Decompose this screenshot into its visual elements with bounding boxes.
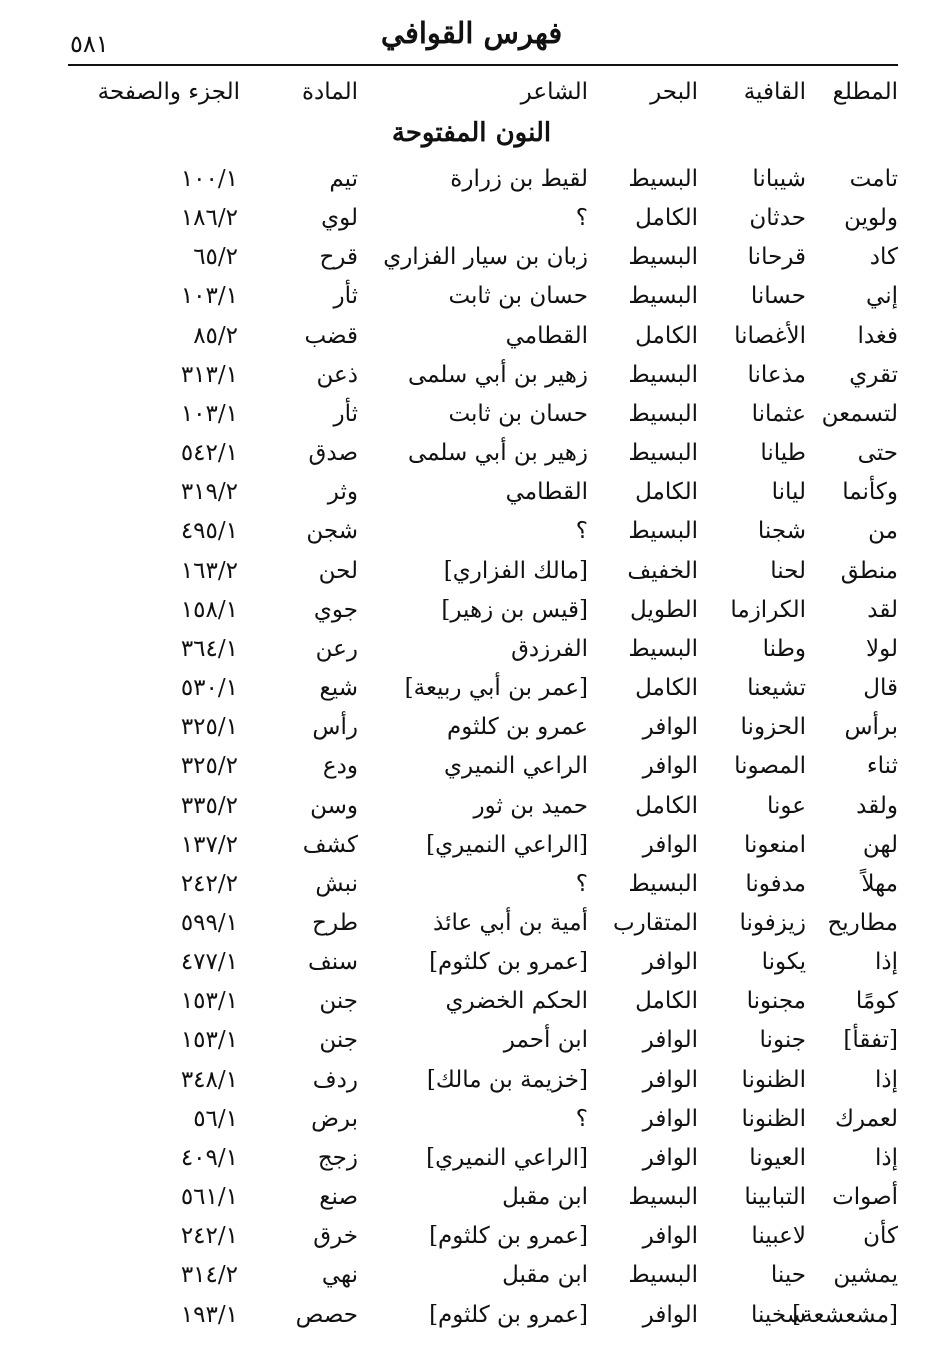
table-row xyxy=(68,356,898,395)
table-row xyxy=(68,434,898,473)
cell-madda: ثأر xyxy=(333,283,358,310)
column-header-madda: المادة xyxy=(302,79,358,105)
cell-bahr: المتقارب xyxy=(612,909,698,936)
cell-qafiya: ليانا xyxy=(771,479,806,506)
cell-matla: أصوات xyxy=(832,1184,898,1211)
cell-shaer: [مالك الفزاري] xyxy=(443,557,588,584)
table-row xyxy=(68,1217,898,1256)
cell-madda: رأس xyxy=(312,714,358,741)
table-row xyxy=(68,160,898,199)
table-row xyxy=(68,865,898,904)
table-row xyxy=(68,512,898,551)
table-row xyxy=(68,238,898,277)
cell-juz-page: ٣٤٨/١ xyxy=(180,1066,238,1093)
cell-qafiya: مدفونا xyxy=(745,870,806,897)
column-header-matla: المطلع xyxy=(832,79,898,105)
cell-madda: خرق xyxy=(313,1223,358,1250)
cell-matla: ولقد xyxy=(856,792,898,819)
cell-juz-page: ٣١٤/٢ xyxy=(180,1262,238,1289)
cell-bahr: البسيط xyxy=(628,1184,698,1211)
cell-madda: برض xyxy=(311,1105,358,1132)
cell-shaer: زهير بن أبي سلمى xyxy=(407,440,588,467)
table-row xyxy=(68,1100,898,1139)
cell-shaer: [الراعي النميري] xyxy=(426,1144,588,1171)
cell-qafiya: الكرازما xyxy=(730,596,806,623)
cell-madda: لحن xyxy=(318,557,358,584)
cell-shaer: ؟ xyxy=(575,518,588,545)
table-row xyxy=(68,630,898,669)
cell-juz-page: ٥٦/١ xyxy=(193,1105,238,1132)
cell-bahr: الوافر xyxy=(642,753,698,780)
cell-bahr: الكامل xyxy=(635,322,698,349)
cell-bahr: الوافر xyxy=(642,1066,698,1093)
cell-bahr: الطويل xyxy=(630,596,698,623)
cell-juz-page: ٢٤٢/٢ xyxy=(180,870,238,897)
cell-shaer: أمية بن أبي عائذ xyxy=(433,909,588,936)
cell-juz-page: ٥٩٩/١ xyxy=(180,909,238,936)
cell-shaer: الراعي النميري xyxy=(444,753,588,780)
cell-madda: لوي xyxy=(321,205,358,232)
cell-shaer: القطامي xyxy=(505,322,588,349)
cell-bahr: البسيط xyxy=(628,870,698,897)
cell-matla: برأس xyxy=(844,714,898,741)
table-row xyxy=(68,591,898,630)
cell-matla: حتى xyxy=(857,440,898,467)
cell-bahr: الوافر xyxy=(642,1144,698,1171)
cell-qafiya: وطنا xyxy=(762,635,806,662)
cell-juz-page: ٣٢٥/٢ xyxy=(180,753,238,780)
cell-matla: ولوين xyxy=(844,205,898,232)
cell-bahr: البسيط xyxy=(628,518,698,545)
cell-qafiya: طيانا xyxy=(760,440,806,467)
cell-matla: من xyxy=(868,518,898,545)
cell-juz-page: ٣١٣/١ xyxy=(180,361,238,388)
cell-shaer: القطامي xyxy=(505,479,588,506)
cell-qafiya: لحنا xyxy=(770,557,806,584)
cell-juz-page: ٤٧٧/١ xyxy=(180,949,238,976)
table-row xyxy=(68,943,898,982)
cell-juz-page: ١٨٦/٢ xyxy=(180,205,238,232)
table-row xyxy=(68,277,898,316)
cell-shaer: عمرو بن كلثوم xyxy=(447,714,588,741)
cell-shaer: لقيط بن زرارة xyxy=(450,166,588,192)
cell-matla: [تفقأ] xyxy=(843,1027,898,1054)
cell-madda: شجن xyxy=(306,518,358,545)
cell-matla: إذا xyxy=(874,1144,898,1171)
cell-matla: تقري xyxy=(849,361,898,388)
cell-bahr: الوافر xyxy=(642,949,698,976)
table-row xyxy=(68,669,898,708)
cell-matla: [مشعشعة] xyxy=(792,1301,898,1328)
cell-juz-page: ٨٥/٢ xyxy=(193,322,238,349)
cell-madda: نبش xyxy=(315,870,358,897)
cell-juz-page: ١٠٣/١ xyxy=(180,400,238,427)
cell-madda: جوي xyxy=(313,596,358,623)
cell-matla: إذا xyxy=(874,949,898,976)
page-number: ٥٨١ xyxy=(70,30,109,58)
cell-bahr: البسيط xyxy=(628,440,698,467)
cell-shaer: زهير بن أبي سلمى xyxy=(407,361,588,388)
cell-qafiya: شيبانا xyxy=(752,166,806,192)
cell-shaer: [خزيمة بن مالك] xyxy=(426,1066,588,1093)
cell-qafiya: شجنا xyxy=(757,518,806,545)
cell-bahr: البسيط xyxy=(628,166,698,192)
cell-bahr: الوافر xyxy=(642,1027,698,1054)
cell-shaer: حسان بن ثابت xyxy=(448,283,588,310)
cell-madda: ذعن xyxy=(316,361,358,388)
cell-qafiya: قرحانا xyxy=(747,244,806,271)
cell-juz-page: ١٥٣/١ xyxy=(180,1027,238,1054)
cell-juz-page: ١٠٠/١ xyxy=(180,166,238,192)
header-rule xyxy=(68,64,898,66)
cell-shaer: حميد بن ثور xyxy=(473,792,588,819)
cell-qafiya: العيونا xyxy=(749,1144,806,1171)
column-header-shaer: الشاعر xyxy=(520,79,588,105)
cell-shaer: ؟ xyxy=(575,1105,588,1132)
cell-juz-page: ٣٦٤/١ xyxy=(180,635,238,662)
cell-shaer: [قيس بن زهير] xyxy=(441,596,588,623)
cell-madda: قضب xyxy=(304,322,358,349)
cell-juz-page: ١٠٣/١ xyxy=(180,283,238,310)
cell-madda: جنن xyxy=(319,988,358,1015)
cell-qafiya: حدثان xyxy=(749,205,806,232)
cell-bahr: الكامل xyxy=(635,988,698,1015)
table-row xyxy=(68,395,898,434)
cell-matla: لولا xyxy=(865,635,898,662)
cell-shaer: حسان بن ثابت xyxy=(448,400,588,427)
cell-qafiya: الحزونا xyxy=(740,714,806,741)
cell-qafiya: مجنونا xyxy=(746,988,806,1015)
cell-shaer: زبان بن سيار الفزاري xyxy=(383,244,588,271)
cell-qafiya: الظنونا xyxy=(741,1105,806,1132)
table-row xyxy=(68,747,898,786)
table-row xyxy=(68,1021,898,1060)
cell-madda: جنن xyxy=(319,1027,358,1054)
cell-matla: كأن xyxy=(863,1223,898,1250)
cell-juz-page: ٣٣٥/٢ xyxy=(180,792,238,819)
cell-qafiya: عثمانا xyxy=(751,400,806,427)
cell-juz-page: ٥٣٠/١ xyxy=(180,675,238,702)
table-row xyxy=(68,317,898,356)
cell-bahr: الوافر xyxy=(642,1105,698,1132)
table-row xyxy=(68,1256,898,1295)
cell-bahr: البسيط xyxy=(628,635,698,662)
cell-juz-page: ١٣٧/٢ xyxy=(180,831,238,858)
cell-qafiya: عونا xyxy=(766,792,806,819)
table-row xyxy=(68,787,898,826)
cell-juz-page: ٥٦١/١ xyxy=(180,1184,238,1211)
cell-qafiya: مذعانا xyxy=(747,361,806,388)
cell-madda: وثر xyxy=(327,479,358,506)
column-header-bahr: البحر xyxy=(650,79,698,105)
cell-matla: كومًا xyxy=(855,988,898,1015)
cell-matla: وكأنما xyxy=(842,479,898,506)
cell-bahr: الكامل xyxy=(635,479,698,506)
cell-qafiya: جنونا xyxy=(759,1027,806,1054)
cell-matla: ثناء xyxy=(866,753,898,780)
cell-bahr: الوافر xyxy=(642,1301,698,1328)
column-header-juz-page: الجزء والصفحة xyxy=(97,79,240,105)
cell-shaer: [عمرو بن كلثوم] xyxy=(429,1301,588,1328)
cell-shaer: ؟ xyxy=(575,205,588,232)
table-row xyxy=(68,904,898,943)
cell-juz-page: ١٥٨/١ xyxy=(180,596,238,623)
cell-juz-page: ٤٠٩/١ xyxy=(180,1144,238,1171)
table-row xyxy=(68,1178,898,1217)
cell-bahr: البسيط xyxy=(628,1262,698,1289)
cell-qafiya: المصونا xyxy=(734,753,806,780)
cell-bahr: الكامل xyxy=(635,675,698,702)
cell-qafiya: حسانا xyxy=(750,283,806,310)
cell-shaer: ابن مقبل xyxy=(502,1184,588,1211)
cell-juz-page: ٣٢٥/١ xyxy=(180,714,238,741)
table-row xyxy=(68,1061,898,1100)
cell-madda: حصص xyxy=(295,1301,358,1328)
cell-juz-page: ٣١٩/٢ xyxy=(180,479,238,506)
cell-madda: كشف xyxy=(302,831,358,858)
cell-bahr: الوافر xyxy=(642,831,698,858)
cell-bahr: الخفيف xyxy=(627,557,698,584)
cell-bahr: البسيط xyxy=(628,244,698,271)
cell-qafiya: الظنونا xyxy=(741,1066,806,1093)
cell-matla: قال xyxy=(863,675,898,702)
cell-matla: فغدا xyxy=(857,322,898,349)
table-row xyxy=(68,199,898,238)
cell-qafiya: الأغصانا xyxy=(734,322,806,349)
cell-shaer: [عمر بن أبي ربيعة] xyxy=(404,675,588,702)
cell-bahr: البسيط xyxy=(628,361,698,388)
cell-juz-page: ٢٤٢/١ xyxy=(180,1223,238,1250)
cell-qafiya: لاعبينا xyxy=(751,1223,806,1250)
table-row xyxy=(68,552,898,591)
cell-madda: شيع xyxy=(319,675,358,702)
cell-madda: زجج xyxy=(317,1144,358,1171)
column-header-qafiya: القافية xyxy=(743,79,806,105)
cell-qafiya: تشيعنا xyxy=(747,675,806,702)
table-row xyxy=(68,473,898,512)
cell-shaer: [الراعي النميري] xyxy=(426,831,588,858)
cell-bahr: البسيط xyxy=(628,283,698,310)
cell-shaer: [عمرو بن كلثوم] xyxy=(429,1223,588,1250)
cell-juz-page: ٥٤٢/١ xyxy=(180,440,238,467)
column-headers xyxy=(68,74,898,110)
cell-matla: تامت xyxy=(849,166,898,192)
table-row xyxy=(68,1139,898,1178)
cell-qafiya: امنعونا xyxy=(743,831,806,858)
cell-matla: كاد xyxy=(869,244,898,271)
cell-matla: لعمرك xyxy=(834,1105,898,1132)
cell-madda: نهي xyxy=(321,1262,358,1289)
cell-qafiya: سخينا xyxy=(750,1301,806,1328)
cell-shaer: ابن مقبل xyxy=(502,1262,588,1289)
cell-bahr: البسيط xyxy=(628,400,698,427)
cell-madda: رعن xyxy=(315,635,358,662)
cell-matla: لتسمعن xyxy=(821,400,898,427)
cell-qafiya: زيزفونا xyxy=(739,909,806,936)
cell-madda: تيم xyxy=(329,166,358,192)
cell-qafiya: حينا xyxy=(770,1262,806,1289)
cell-shaer: الحكم الخضري xyxy=(445,988,588,1015)
cell-matla: لهن xyxy=(862,831,898,858)
cell-madda: قرح xyxy=(319,244,358,271)
cell-shaer: [عمرو بن كلثوم] xyxy=(429,949,588,976)
section-heading: النون المفتوحة xyxy=(391,118,552,148)
cell-madda: صنع xyxy=(319,1184,358,1211)
cell-matla: مطاريح xyxy=(827,909,898,936)
table-row xyxy=(68,1296,898,1335)
cell-juz-page: ١٦٣/٢ xyxy=(180,557,238,584)
cell-madda: طرح xyxy=(312,909,358,936)
cell-shaer: ؟ xyxy=(575,870,588,897)
cell-matla: إني xyxy=(866,283,898,310)
cell-qafiya: التبابينا xyxy=(744,1184,806,1211)
table-row xyxy=(68,708,898,747)
cell-madda: صدق xyxy=(308,440,358,467)
cell-madda: ثأر xyxy=(333,400,358,427)
running-title: فهرس القوافي xyxy=(380,16,563,50)
cell-matla: منطق xyxy=(840,557,898,584)
table-row xyxy=(68,826,898,865)
cell-juz-page: ١٩٣/١ xyxy=(180,1301,238,1328)
cell-matla: يمشين xyxy=(833,1262,898,1289)
cell-qafiya: يكونا xyxy=(761,949,806,976)
cell-madda: ودع xyxy=(322,753,358,780)
cell-juz-page: ١٥٣/١ xyxy=(180,988,238,1015)
cell-madda: وسن xyxy=(310,792,358,819)
table-row xyxy=(68,982,898,1021)
cell-bahr: الكامل xyxy=(635,792,698,819)
cell-juz-page: ٦٥/٢ xyxy=(193,244,238,271)
cell-matla: لقد xyxy=(867,596,898,623)
cell-matla: إذا xyxy=(874,1066,898,1093)
cell-madda: سنف xyxy=(307,949,358,976)
cell-bahr: الكامل xyxy=(635,205,698,232)
cell-bahr: الوافر xyxy=(642,1223,698,1250)
cell-bahr: الوافر xyxy=(642,714,698,741)
cell-matla: مهلاً xyxy=(861,870,898,897)
cell-juz-page: ٤٩٥/١ xyxy=(180,518,238,545)
cell-madda: ردف xyxy=(312,1066,358,1093)
index-rows xyxy=(68,160,898,1335)
cell-shaer: الفرزدق xyxy=(511,635,588,662)
cell-shaer: ابن أحمر xyxy=(503,1027,588,1054)
